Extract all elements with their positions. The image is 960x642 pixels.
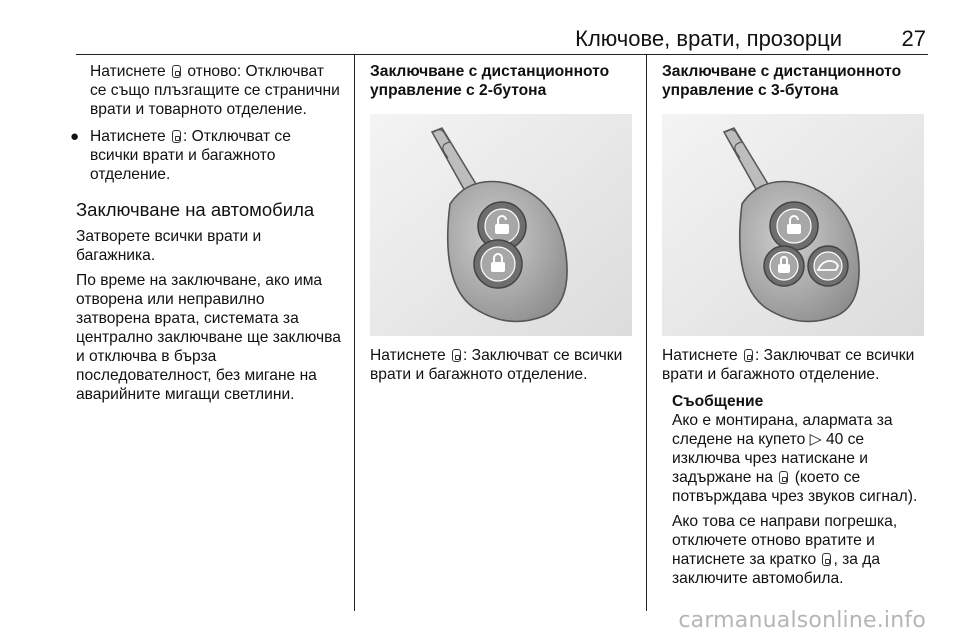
unlock-icon [172,130,181,143]
remote-2-button-illustration [370,114,632,336]
bullet-item: ● Натиснете : Отключват се всички врати и багажното отделение. [70,128,291,183]
column-right [662,62,928,588]
paragraph: Затворете всички врати и багажника. [76,228,262,264]
page-header [76,26,928,54]
bullet-dot: ● [70,128,80,145]
page-number: 27 [901,26,926,51]
remote-3-button-illustration [662,114,924,336]
paragraph: По време на заключване, ако има отворена или неправилно затворена врата, системата за централно заключване ще заключва и отключва в бърза последователност, без мигане на аварийните мигащи светлини. [76,272,341,403]
key-fob-image [370,114,632,336]
note-box [662,392,928,588]
page-reference-arrow-icon: ▷ [809,431,822,448]
note-paragraph: Ако това се направи погрешка, отключете отново вратите и натиснете за кратко , за да заключите автомобила. [672,513,898,587]
note-title: Съобщение [672,393,764,410]
column-divider [646,55,647,611]
note-paragraph: Ако е монтирана, алармата за следене на купето ▷ 40 се изключва чрез натискане и задържане на (което се потвърждава чрез звуков сигнал). [672,412,918,505]
watermark: carmanualsonline.info [678,608,926,633]
page-title: Ключове, врати, прозорци [575,26,842,51]
lock-icon [779,471,788,484]
header-rule [76,54,928,55]
lock-icon [744,349,753,362]
continued-paragraph: Натиснете отново: Отключват се също плъзгащите се странични врати и товарното отделение. [90,63,340,118]
lock-icon [452,349,461,362]
subsection-heading: Заключване с дистанционното управление с 2-бутона [370,63,610,99]
unlock-icon [172,65,181,78]
column-divider [354,55,355,611]
paragraph: Натиснете : Заключват се всички врати и багажното отделение. [370,347,623,383]
column-left [70,62,342,404]
lock-icon [822,553,831,566]
paragraph: Натиснете : Заключват се всички врати и багажното отделение. [662,347,915,383]
column-middle [370,62,636,384]
key-fob-image [662,114,924,336]
subsection-heading: Заключване с дистанционното управление с 3-бутона [662,63,902,99]
section-heading: Заключване на автомобила [76,199,315,220]
